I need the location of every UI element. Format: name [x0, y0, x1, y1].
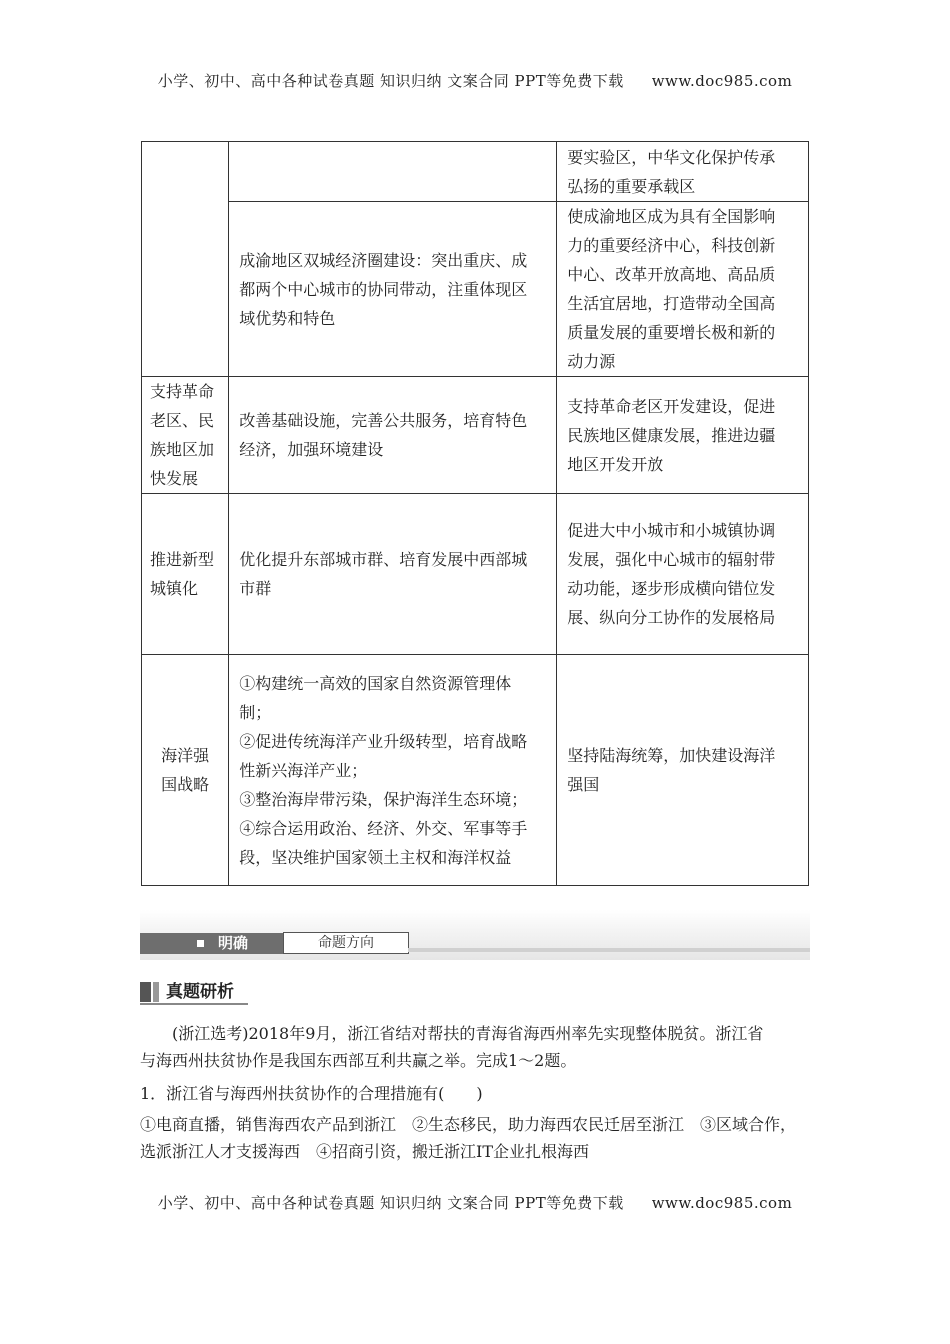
question-1: 1．浙江省与海西州扶贫协作的合理措施有( ): [140, 1084, 483, 1103]
question-options-line1: ①电商直播，销售海西农产品到浙江 ②生态移民，助力海西农民迁居至浙江 ③区域合作，: [140, 1115, 797, 1134]
table-cell-goals: 促进大中小城市和小城镇协调 发展，强化中心城市的辐射带 动功能，逐步形成横向错位发 展、纵向分工协作的发展格局: [557, 494, 809, 655]
table-row: [142, 202, 809, 377]
table-cell-goals: 使成渝地区成为具有全国影响 力的重要经济中心，科技创新 中心、改革开放高地、高品质 生活宜居地，打造带动全国高 质量发展的重要增长极和新的 动力源: [557, 202, 809, 377]
table-cell-measures: 成渝地区双城经济圈建设：突出重庆、成 都两个中心城市的协同带动，注重体现区 域优势和特色: [229, 202, 557, 377]
section-heading: [140, 980, 250, 1004]
table-row: [142, 494, 809, 655]
table-cell-measures: 优化提升东部城市群、培育发展中西部城 市群: [229, 494, 557, 655]
banner-light-tab: 命题方向: [283, 932, 409, 954]
section-marker-icon: [140, 982, 151, 1002]
banner-divider: [408, 948, 810, 952]
table-cell-goals: 支持革命老区开发建设，促进 民族地区健康发展，推进边疆 地区开发开放: [557, 377, 809, 494]
section-marker-icon: [153, 982, 159, 1002]
header-url[interactable]: www.doc985.com: [651, 72, 793, 90]
policy-table: [141, 141, 809, 886]
table-cell-goals: 要实验区，中华文化保护传承 弘扬的重要承载区: [557, 142, 809, 202]
section-title: 真题研析: [166, 982, 234, 1002]
banner-dark-tab: 明确: [140, 933, 283, 954]
question-options-line2: 选派浙江人才支援海西 ④招商引资，搬迁浙江IT企业扎根海西: [140, 1142, 589, 1161]
table-cell-measures: [229, 142, 557, 202]
table-cell-category: 海洋强 国战略: [142, 655, 229, 886]
footer-text: 小学、初中、高中各种试卷真题 知识归纳 文案合同 PPT等免费下载: [157, 1194, 624, 1212]
page-header: [0, 70, 950, 91]
table-row: [142, 377, 809, 494]
table-cell-measures: ①构建统一高效的国家自然资源管理体 制； ②促进传统海洋产业升级转型，培育战略 性新兴海洋产业； ③整治海岸带污染，保护海洋生态环境； ④综合运用政治、经济、外交、军事等手 段，坚决维护国家领土主权和海洋权益: [229, 655, 557, 886]
table-cell-category: 支持革命 老区、民 族地区加 快发展: [142, 377, 229, 494]
page-footer: [0, 1192, 950, 1213]
table-row: [142, 655, 809, 886]
table-cell-measures: 改善基础设施，完善公共服务，培育特色 经济，加强环境建设: [229, 377, 557, 494]
header-text: 小学、初中、高中各种试卷真题 知识归纳 文案合同 PPT等免费下载: [157, 72, 624, 90]
table-row: [142, 142, 809, 202]
question-intro-line2: 与海西州扶贫协作是我国东西部互利共赢之举。完成1～2题。: [140, 1051, 577, 1070]
question-intro-line1: (浙江选考)2018年9月，浙江省结对帮扶的青海省海西州率先实现整体脱贫。浙江省: [172, 1024, 764, 1043]
table-cell-category: 推进新型 城镇化: [142, 494, 229, 655]
section-banner: [140, 910, 810, 960]
footer-url[interactable]: www.doc985.com: [651, 1194, 793, 1212]
square-bullet-icon: [197, 940, 204, 947]
table-cell-goals: 坚持陆海统筹，加快建设海洋 强国: [557, 655, 809, 886]
table-cell-category: [142, 142, 229, 377]
section-underline: [140, 1003, 248, 1005]
